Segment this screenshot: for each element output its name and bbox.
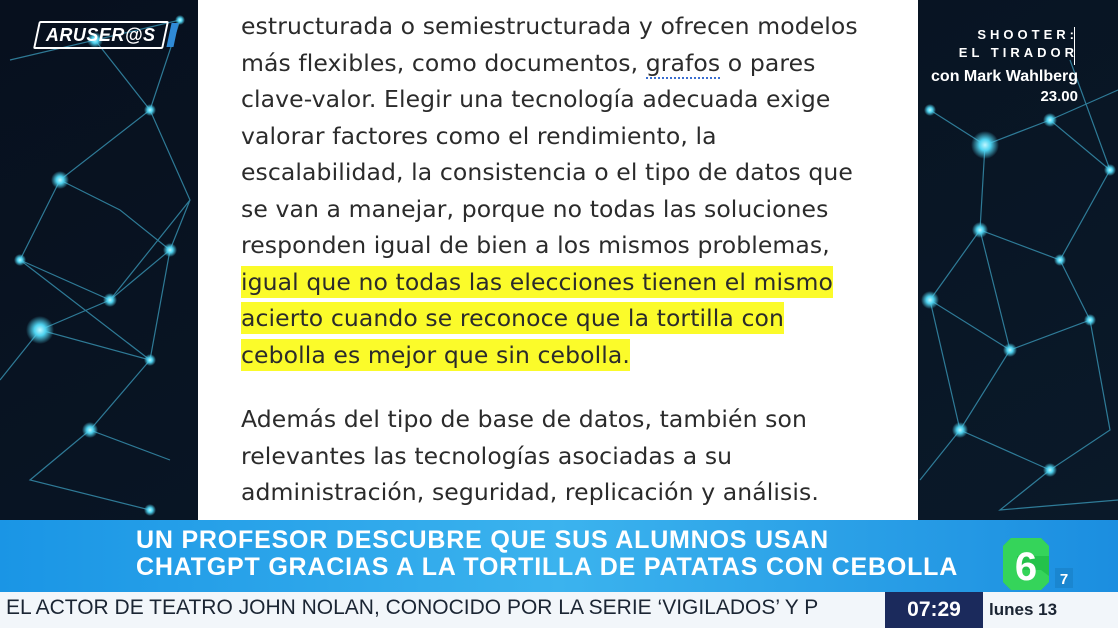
promo-time: 23.00	[1040, 88, 1078, 105]
promo-title: SHOOTER:	[977, 27, 1078, 42]
doc-line: clave-valor. Elegir una tecnología adecuada exige	[241, 85, 831, 113]
document-text	[241, 8, 901, 511]
ticker-text: EL ACTOR DE TEATRO JOHN NOLAN, CONOCIDO POR LA SERIE ‘VIGILADOS’ Y P	[6, 596, 819, 619]
headline-line-1: UN PROFESOR DESCUBRE QUE SUS ALUMNOS USAN	[136, 526, 830, 554]
doc-line: escalabilidad, la consistencia o el tipo de datos que	[241, 158, 853, 186]
date-label: lunes 13	[983, 592, 1118, 628]
program-logo: ARUSER@S	[36, 20, 176, 50]
headline	[136, 527, 996, 581]
promo-block	[898, 26, 1078, 105]
channel-logo-icon	[1003, 536, 1075, 592]
doc-line: relevantes las tecnologías asociadas a su	[241, 441, 733, 470]
highlighted-line: acierto cuando se reconoce que la tortilla con	[241, 304, 784, 332]
doc-line: estructurada o semiestructurada y ofrecen modelos	[241, 12, 858, 40]
doc-line: responden igual de bien a los mismos problemas,	[241, 231, 830, 259]
channel-sub-digit: 7	[1059, 571, 1069, 588]
highlighted-line: cebolla es mejor que sin cebolla.	[241, 340, 630, 369]
document-panel	[198, 0, 918, 530]
promo-subtitle: con Mark Wahlberg	[931, 68, 1078, 85]
channel-logo-digit: 6	[1014, 545, 1038, 589]
grafos-word: grafos	[645, 48, 721, 77]
doc-line: valorar factores como el rendimiento, la	[241, 121, 717, 150]
doc-line: más flexibles, como documentos, grafos o pares	[241, 48, 816, 77]
promo-title: EL TIRADOR	[958, 45, 1078, 60]
headline-line-2: CHATGPT GRACIAS A LA TORTILLA DE PATATAS CON CEBOLLA	[136, 553, 959, 581]
doc-line: administración, seguridad, replicación y análisis.	[241, 478, 819, 506]
highlighted-line: igual que no todas las elecciones tienen el mismo	[241, 267, 833, 296]
doc-line: se van a manejar, porque no todas las soluciones	[241, 194, 829, 223]
clock: 07:29	[885, 592, 983, 628]
doc-line: Además del tipo de base de datos, también son	[241, 405, 807, 433]
